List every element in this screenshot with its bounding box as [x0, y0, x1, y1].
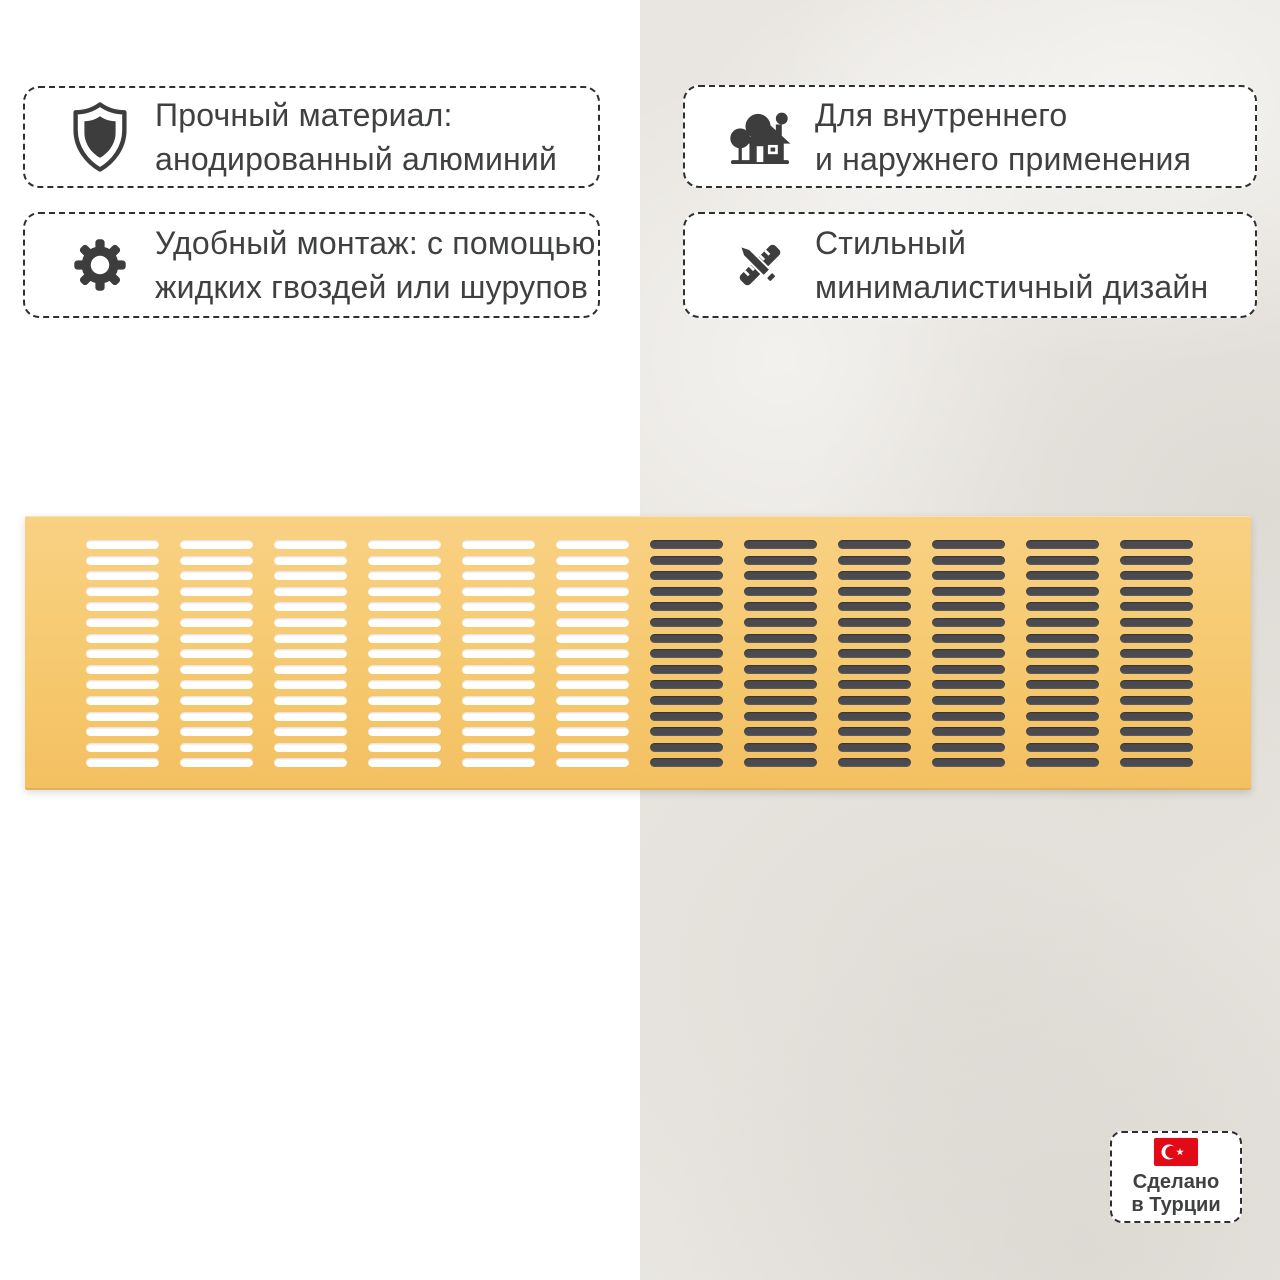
- gear-icon: [67, 230, 133, 300]
- vent-slot: [462, 556, 535, 565]
- vent-slot: [462, 571, 535, 580]
- vent-slot: [86, 743, 159, 752]
- shield-icon: [67, 102, 133, 172]
- vent-slot: [556, 571, 629, 580]
- vent-slot: [838, 649, 911, 658]
- vent-slot: [368, 649, 441, 658]
- vent-slot: [838, 618, 911, 627]
- vent-slot: [180, 758, 253, 767]
- vent-slot: [744, 571, 817, 580]
- vent-slot: [1120, 665, 1193, 674]
- vent-slot: [744, 540, 817, 549]
- vent-slot: [86, 712, 159, 721]
- vent-slot: [556, 665, 629, 674]
- vent-slot: [86, 665, 159, 674]
- vent-slot: [1120, 743, 1193, 752]
- feature-box-design: [683, 212, 1257, 318]
- vent-slot: [462, 712, 535, 721]
- vent-slot: [838, 727, 911, 736]
- vent-slot: [1120, 540, 1193, 549]
- vent-slot: [368, 540, 441, 549]
- vent-slot: [744, 556, 817, 565]
- vent-slot: [86, 680, 159, 689]
- vent-slot: [744, 758, 817, 767]
- vent-slot: [274, 696, 347, 705]
- vent-slot: [1120, 618, 1193, 627]
- vent-slot: [368, 727, 441, 736]
- feature-box-material: [23, 86, 600, 188]
- vent-slot: [274, 758, 347, 767]
- feature-line: Для внутреннего: [815, 96, 1068, 133]
- vent-slot: [744, 743, 817, 752]
- vent-slot: [462, 696, 535, 705]
- vent-slot: [274, 712, 347, 721]
- vent-slot: [650, 602, 723, 611]
- feature-text-design: [815, 221, 1208, 309]
- vent-slot: [462, 680, 535, 689]
- feature-line: минималистичный дизайн: [815, 269, 1209, 305]
- vent-slot: [838, 712, 911, 721]
- vent-slot: [86, 618, 159, 627]
- vent-slot: [274, 571, 347, 580]
- vent-slot: [462, 727, 535, 736]
- pencil-ruler-icon: [727, 230, 793, 300]
- vent-slot: [556, 556, 629, 565]
- vent-slot: [1026, 602, 1099, 611]
- vent-slot: [744, 649, 817, 658]
- vent-slot: [650, 712, 723, 721]
- vent-slot: [932, 556, 1005, 565]
- vent-slot: [650, 540, 723, 549]
- vent-slot: [274, 618, 347, 627]
- vent-slot: [86, 727, 159, 736]
- vent-slot: [1120, 712, 1193, 721]
- vent-slot: [368, 618, 441, 627]
- vent-slot: [838, 540, 911, 549]
- vent-slot: [650, 727, 723, 736]
- vent-slot: [368, 696, 441, 705]
- vent-slot: [744, 696, 817, 705]
- vent-slot: [1026, 571, 1099, 580]
- vent-slot: [1120, 602, 1193, 611]
- vent-slot: [274, 540, 347, 549]
- vent-slot: [274, 634, 347, 643]
- feature-line: анодированный алюминий: [155, 141, 558, 177]
- vent-slot: [932, 587, 1005, 596]
- vent-slot: [180, 712, 253, 721]
- vent-slot: [650, 696, 723, 705]
- vent-slot: [838, 602, 911, 611]
- vent-slot: [1120, 680, 1193, 689]
- vent-slot: [180, 665, 253, 674]
- vent-slot: [932, 758, 1005, 767]
- vent-slot: [932, 680, 1005, 689]
- made-in-text: [1131, 1171, 1220, 1217]
- vent-slot: [368, 556, 441, 565]
- feature-text-material: [155, 93, 557, 181]
- vent-slot: [556, 649, 629, 658]
- vent-slot: [86, 540, 159, 549]
- vent-slot: [1120, 758, 1193, 767]
- vent-slot: [86, 696, 159, 705]
- vent-slot: [650, 618, 723, 627]
- vent-slot: [180, 743, 253, 752]
- vent-slot: [86, 556, 159, 565]
- vent-slot: [1120, 634, 1193, 643]
- vent-slot: [368, 680, 441, 689]
- vent-slot: [180, 602, 253, 611]
- vent-slot: [180, 727, 253, 736]
- vent-slot: [932, 634, 1005, 643]
- vent-slot: [368, 634, 441, 643]
- vent-slot: [932, 540, 1005, 549]
- vent-slot: [86, 587, 159, 596]
- vent-slot: [368, 602, 441, 611]
- vent-slot: [932, 743, 1005, 752]
- vent-slot: [1120, 587, 1193, 596]
- vent-slot: [650, 587, 723, 596]
- vent-slot: [838, 758, 911, 767]
- feature-line: Стильный: [815, 225, 967, 261]
- vent-slot: [1026, 665, 1099, 674]
- vent-slot: [1120, 696, 1193, 705]
- made-in-turkey-badge: [1110, 1131, 1242, 1223]
- vent-slot: [1026, 649, 1099, 658]
- vent-slot: [556, 618, 629, 627]
- vent-slot: [932, 602, 1005, 611]
- vent-slot: [1120, 556, 1193, 565]
- vent-slot: [274, 743, 347, 752]
- vent-slot: [1026, 587, 1099, 596]
- vent-slot: [368, 571, 441, 580]
- vent-slot: [1026, 556, 1099, 565]
- feature-box-indoor-outdoor: [683, 85, 1257, 188]
- vent-slot: [180, 556, 253, 565]
- vent-slot: [744, 712, 817, 721]
- vent-slot: [180, 634, 253, 643]
- vent-slot: [556, 680, 629, 689]
- vent-slot: [556, 696, 629, 705]
- vent-slot: [462, 649, 535, 658]
- vent-slot: [556, 587, 629, 596]
- vent-slot: [1026, 696, 1099, 705]
- vent-slot: [744, 727, 817, 736]
- vent-slot: [1120, 727, 1193, 736]
- vent-slot: [932, 712, 1005, 721]
- feature-box-mounting: [23, 212, 600, 318]
- vent-slot: [86, 758, 159, 767]
- vent-slot: [838, 696, 911, 705]
- vent-slot: [744, 665, 817, 674]
- vent-slot: [838, 680, 911, 689]
- vent-slot: [838, 571, 911, 580]
- vent-slot: [932, 727, 1005, 736]
- vent-slot: [368, 665, 441, 674]
- vent-slot: [556, 743, 629, 752]
- vent-slot: [462, 634, 535, 643]
- vent-slot: [462, 665, 535, 674]
- vent-slot: [86, 602, 159, 611]
- vent-slot: [462, 587, 535, 596]
- vent-slot: [368, 743, 441, 752]
- vent-slot: [650, 758, 723, 767]
- vent-slot: [1026, 727, 1099, 736]
- vent-slot: [932, 649, 1005, 658]
- made-in-line: в Турции: [1131, 1193, 1221, 1216]
- vent-slot: [744, 680, 817, 689]
- vent-slot: [744, 634, 817, 643]
- vent-slot: [462, 602, 535, 611]
- vent-slot: [86, 571, 159, 580]
- vent-slot: [650, 680, 723, 689]
- vent-slot: [932, 696, 1005, 705]
- vent-slot: [180, 696, 253, 705]
- vent-slot: [932, 665, 1005, 674]
- vent-slot: [274, 680, 347, 689]
- vent-slot: [180, 618, 253, 627]
- vent-slot: [1026, 712, 1099, 721]
- feature-line: жидких гвоздей или шурупов: [155, 269, 589, 305]
- vent-slot: [744, 602, 817, 611]
- vent-slot: [744, 618, 817, 627]
- vent-slot: [86, 649, 159, 658]
- vent-slot: [274, 602, 347, 611]
- turkey-flag-icon: [1154, 1138, 1198, 1166]
- vent-slot: [650, 556, 723, 565]
- vent-slot: [274, 665, 347, 674]
- product-grille-image: [25, 516, 1251, 790]
- feature-line: Удобный монтаж: с помощью: [155, 225, 596, 261]
- feature-line: и наружнего применения: [815, 140, 1192, 177]
- vent-slot: [838, 665, 911, 674]
- vent-slot: [556, 540, 629, 549]
- vent-slot: [462, 618, 535, 627]
- vent-slot: [368, 712, 441, 721]
- vent-slot: [368, 587, 441, 596]
- vent-slot: [1120, 571, 1193, 580]
- vent-slot: [932, 618, 1005, 627]
- vent-slot: [462, 540, 535, 549]
- vent-slot: [744, 587, 817, 596]
- vent-slot: [462, 758, 535, 767]
- vent-slot: [1026, 743, 1099, 752]
- vent-slot: [838, 634, 911, 643]
- vent-slot: [368, 758, 441, 767]
- vent-slot: [180, 587, 253, 596]
- vent-slot: [838, 743, 911, 752]
- vent-slot: [556, 712, 629, 721]
- vent-slot: [650, 665, 723, 674]
- vent-slot: [1120, 649, 1193, 658]
- vent-slot: [650, 634, 723, 643]
- vent-slot: [180, 649, 253, 658]
- vent-slot: [838, 587, 911, 596]
- vent-slot: [838, 556, 911, 565]
- vent-slot: [180, 571, 253, 580]
- feature-text-indoor-outdoor: [815, 93, 1191, 181]
- vent-slot: [556, 727, 629, 736]
- vent-slot: [274, 649, 347, 658]
- vent-slot: [180, 680, 253, 689]
- vent-slot: [1026, 540, 1099, 549]
- vent-slot: [180, 540, 253, 549]
- vent-slot: [1026, 618, 1099, 627]
- vent-slot: [650, 743, 723, 752]
- vent-slot: [1026, 634, 1099, 643]
- vent-slot: [1026, 680, 1099, 689]
- vent-slot: [462, 743, 535, 752]
- vent-slot: [650, 571, 723, 580]
- grille-slots: [86, 540, 1193, 767]
- feature-line: Прочный материал:: [155, 97, 453, 133]
- vent-slot: [86, 634, 159, 643]
- vent-slot: [556, 758, 629, 767]
- vent-slot: [1026, 758, 1099, 767]
- vent-slot: [556, 634, 629, 643]
- feature-text-mounting: [155, 221, 596, 309]
- vent-slot: [650, 649, 723, 658]
- made-in-line: Сделано: [1132, 1170, 1220, 1193]
- vent-slot: [932, 571, 1005, 580]
- vent-slot: [274, 727, 347, 736]
- vent-slot: [274, 587, 347, 596]
- vent-slot: [274, 556, 347, 565]
- vent-slot: [556, 602, 629, 611]
- house-nature-icon: [727, 102, 793, 172]
